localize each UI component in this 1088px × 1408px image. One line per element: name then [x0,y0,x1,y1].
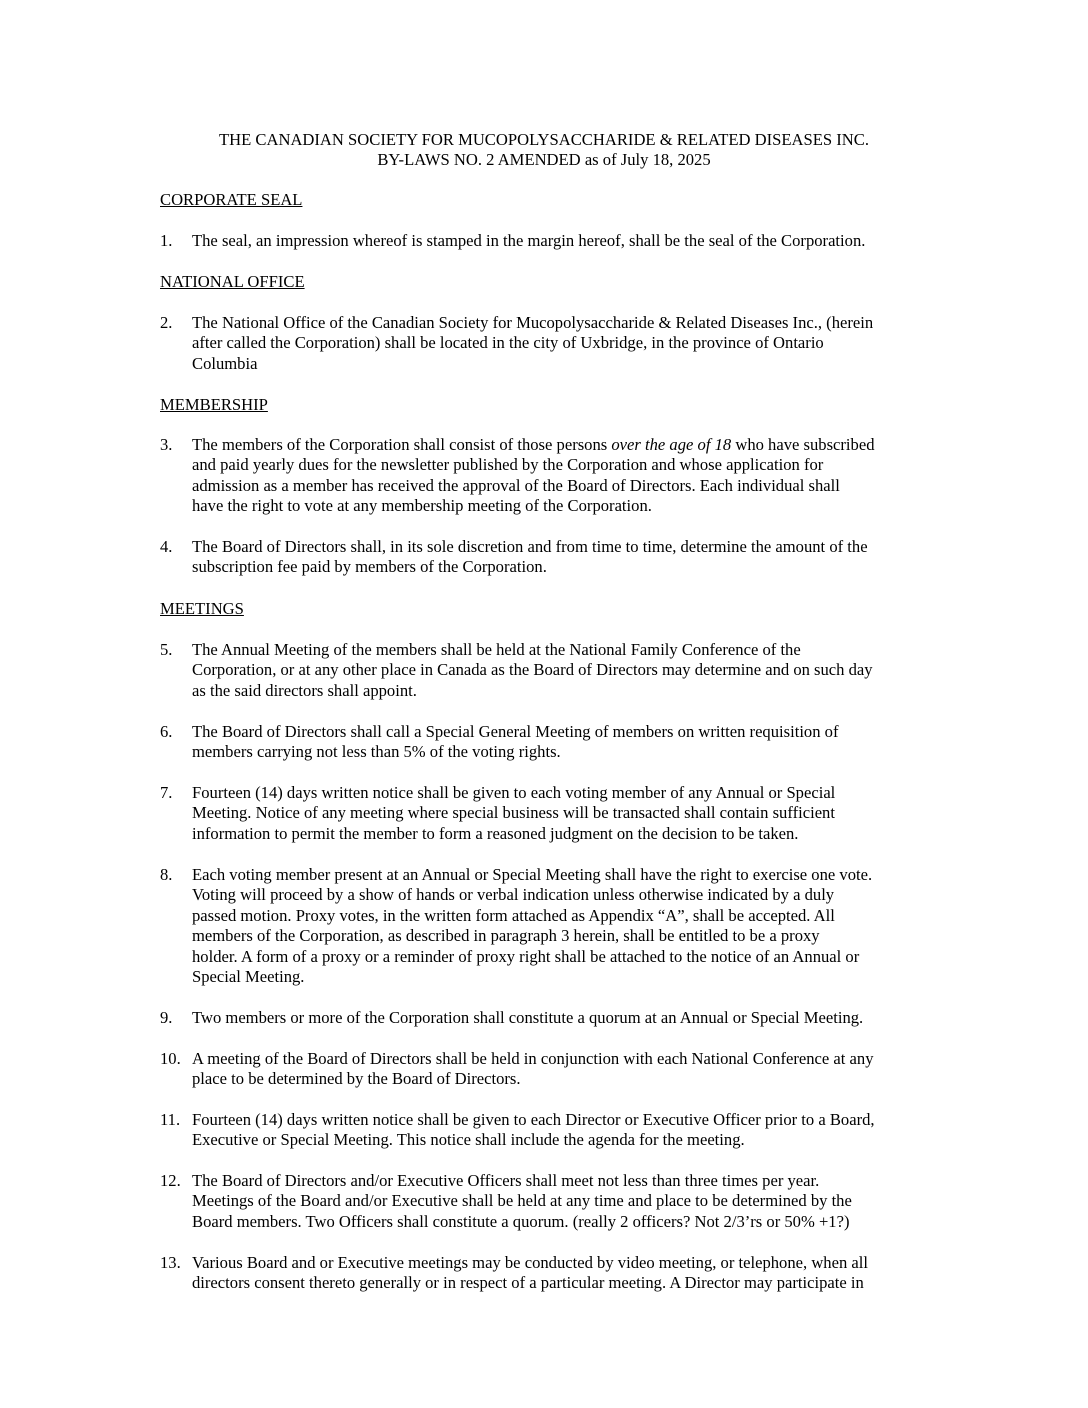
bylaw-item-5 [160,640,940,701]
italic-phrase: over the age of 18 [611,435,732,454]
item-text-line: have the right to vote at any membership meeting of the Corporation. [192,496,652,516]
bylaw-item-7 [160,783,940,844]
bylaw-item-3 [160,435,940,517]
bylaw-item-2 [160,313,940,374]
item-text-line [192,435,940,455]
bylaw-item-9 [160,1008,940,1028]
item-text-line: Corporation, or at any other place in Canada as the Board of Directors may determine and on such day [192,660,873,680]
item-text-line: The Board of Directors shall, in its sole discretion and from time to time, determine the amount of the [192,537,868,556]
item-text-line: The seal, an impression whereof is stamped in the margin hereof, shall be the seal of the Corporation. [192,231,866,250]
item-text-line: members of the Corporation, as described in paragraph 3 herein, shall be entitled to be a proxy [192,926,820,946]
item-number: 6. [160,722,173,741]
item-number: 1. [160,231,173,250]
item-text-line: Columbia [192,353,258,373]
item-text-line: passed motion. Proxy votes, in the written form attached as Appendix “A”, shall be accepted. All [192,905,835,925]
item-text-line: The Board of Directors shall call a Special General Meeting of members on written requisition of [192,722,839,741]
item-number: 4. [160,537,173,556]
item-text-line: information to permit the member to form a reasoned judgment on the decision to be taken. [192,823,799,843]
document-title [0,130,1088,171]
item-number: 13. [160,1253,181,1272]
heading-corporate-seal: CORPORATE SEAL [160,190,303,209]
item-number: 8. [160,865,173,884]
item-text-line: Fourteen (14) days written notice shall be given to each Director or Executive Officer prior to a Board, [192,1110,875,1129]
item-text-line: The National Office of the Canadian Society for Mucopolysaccharide & Related Diseases Inc., (herein [192,313,874,332]
heading-national-office: NATIONAL OFFICE [160,272,305,291]
item-number: 10. [160,1049,181,1068]
item-text-line: Meetings of the Board and/or Executive shall be held at any time and place to be determined by the [192,1191,852,1211]
bylaw-item-10 [160,1049,940,1090]
item-number: 7. [160,783,173,802]
item-number: 3. [160,435,173,454]
item-text-segment: who have subscribed [731,435,875,454]
item-text-line: A meeting of the Board of Directors shall be held in conjunction with each National Conference at any [192,1049,874,1068]
bylaw-item-6 [160,722,940,763]
bylaw-item-13 [160,1253,940,1294]
item-text-line: directors consent thereto generally or in respect of a particular meeting. A Director may participate in [192,1273,864,1293]
item-number: 2. [160,313,173,332]
item-text-line: admission as a member has received the approval of the Board of Directors. Each individual shall [192,475,840,495]
bylaw-item-11 [160,1110,940,1151]
bylaw-item-12 [160,1171,940,1232]
heading-membership: MEMBERSHIP [160,395,268,414]
item-text-line: and paid yearly dues for the newsletter published by the Corporation and whose application for [192,455,824,475]
item-text-line: Meeting. Notice of any meeting where special business will be transacted shall contain sufficient [192,803,835,823]
item-text-line: members carrying not less than 5% of the voting rights. [192,742,561,762]
item-text-line: Board members. Two Officers shall constitute a quorum. (really 2 officers? Not 2/3’rs or 50% +1?) [192,1211,850,1231]
item-number: 11. [160,1110,181,1129]
heading-meetings: MEETINGS [160,599,244,618]
item-text-line: holder. A form of a proxy or a reminder of proxy right shall be attached to the notice of an Annual or [192,946,860,966]
item-text-line: subscription fee paid by members of the Corporation. [192,557,547,577]
item-text-line: after called the Corporation) shall be located in the city of Uxbridge, in the province of Ontario [192,333,824,353]
item-text-line: Voting will proceed by a show of hands or verbal indication unless otherwise indicated by a duly [192,885,835,905]
item-text-line: Each voting member present at an Annual or Special Meeting shall have the right to exercise one vote. [192,865,873,884]
bylaw-item-4 [160,537,940,578]
title-line-1: THE CANADIAN SOCIETY FOR MUCOPOLYSACCHARIDE & RELATED DISEASES INC. [219,130,869,149]
item-number: 12. [160,1171,181,1190]
item-text-line: place to be determined by the Board of Directors. [192,1069,521,1089]
item-text-line: Fourteen (14) days written notice shall be given to each voting member of any Annual or Special [192,783,836,802]
item-text-line: Two members or more of the Corporation shall constitute a quorum at an Annual or Special Meeting. [192,1008,864,1027]
item-text-line: as the said directors shall appoint. [192,680,417,700]
item-text-line: The Annual Meeting of the members shall be held at the National Family Conference of the [192,640,801,659]
item-text-segment: The members of the Corporation shall consist of those persons [192,435,612,454]
item-number: 9. [160,1008,173,1027]
item-text-line: Special Meeting. [192,967,305,987]
item-text-line: Various Board and or Executive meetings may be conducted by video meeting, or telephone, when all [192,1253,868,1272]
item-text-line: Executive or Special Meeting. This notice shall include the agenda for the meeting. [192,1130,745,1150]
bylaw-item-1 [160,231,940,251]
bylaw-item-8 [160,865,940,987]
title-line-2: BY-LAWS NO. 2 AMENDED as of July 18, 2025 [377,150,711,170]
item-text-line: The Board of Directors and/or Executive Officers shall meet not less than three times per year. [192,1171,820,1190]
item-number: 5. [160,640,173,659]
